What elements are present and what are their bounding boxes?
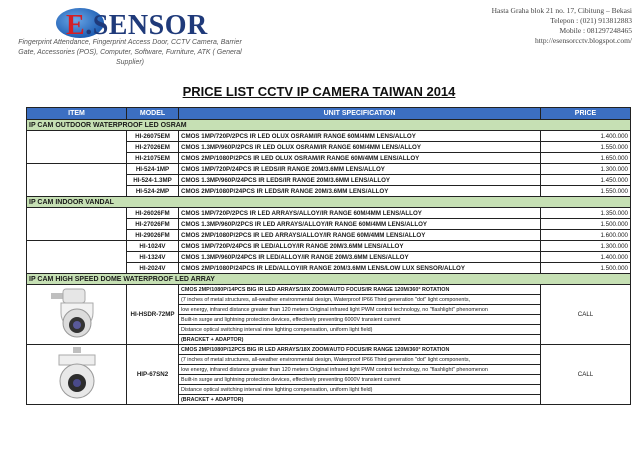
price-cell: 1.450.000 [541,175,631,186]
price-cell: CALL [541,345,631,405]
spec-line: (7 inches of metal structures, all-weather environmental design, Waterproof IP66 Third generation "dot" light components, [179,355,541,365]
table-row [27,345,631,355]
spec-cell: CMOS 1MP/720P/24PCS IR LED/ALLOY/IR RANGE 20M/3.6MM LENS/ALLOY [179,241,541,252]
section-title: IP CAM HIGH SPEED DOME WATERPROOF LED ARRAY [27,274,631,285]
model-cell: HI-27026FM [127,219,179,230]
price-cell: 1.350.000 [541,208,631,219]
contact-phone: Telepon : (021) 913812883 [550,16,632,25]
spec-cell: CMOS 2MP/1080P/2PCS IR LED ARRAYS/ALLOY/IR RANGE 60M/4MM LENS/ALLOY [179,230,541,241]
price-table [26,107,631,405]
column-header-spec: UNIT SPECIFICATION [179,108,541,120]
section-row [27,120,631,131]
section-row [27,197,631,208]
model-cell: HI-1324V [127,252,179,263]
spec-cell: CMOS 1.3MP/960P/24PCS IR LEDS/IR RANGE 20M/3.6MM LENS/ALLOY [179,175,541,186]
spec-line: CMOS 2MP/1080P/14PCS BIG IR LED ARRAYS/18X ZOOM/AUTO FOCUS/IR RANGE 120M/360° ROTATION [179,285,541,295]
model-cell: HIP-67SN2 [127,345,179,405]
column-header-item: ITEM [27,108,127,120]
speed-dome-camera-icon [49,285,105,345]
price-cell: 1.500.000 [541,219,631,230]
item-image-cell [27,208,127,241]
model-cell: HI-27026EM [127,142,179,153]
column-header-price: PRICE [541,108,631,120]
price-cell: 1.300.000 [541,164,631,175]
contact-website-link[interactable]: http://esensorcctv.blogspot.com/ [535,36,632,45]
table-header-row [27,108,631,120]
model-cell: HI-21075EM [127,153,179,164]
esensor-logo [56,8,208,42]
contact-address: Hasta Graha blok 21 no. 17, Cibitung – Bekasi [491,6,632,15]
logo-wordmark: .SENSOR [85,10,208,41]
model-cell: HI-29026FM [127,230,179,241]
price-cell: 1.400.000 [541,131,631,142]
model-cell: HI-2024V [127,263,179,274]
contact-block [372,6,632,46]
table-row [27,241,631,252]
spec-cell: CMOS 1MP/720P/2PCS IR LED OLUX OSRAM/IR RANGE 60M/4MM LENS/ALLOY [179,131,541,142]
item-image-cell [27,164,127,197]
model-cell: HI-26075EM [127,131,179,142]
model-cell: HI-524-1MP [127,164,179,175]
spec-cell: CMOS 2MP/1080P/24PCS IR LED/ALLOY/IR RANGE 20M/3.6MM LENS/LOW LUX SENSOR/ALLOY [179,263,541,274]
column-header-model: MODEL [127,108,179,120]
speed-dome-camera-icon [49,345,105,405]
item-image-cell [27,345,127,405]
price-cell: 1.650.000 [541,153,631,164]
spec-line: (BRACKET + ADAPTOR) [179,335,541,345]
section-title: IP CAM INDOOR VANDAL [27,197,631,208]
price-cell: 1.300.000 [541,241,631,252]
spec-line: Built-in surge and lightning protection devices, effectively preventing 6000V transient current [179,315,541,325]
section-title: IP CAM OUTDOOR WATERPROOF LED OSRAM [27,120,631,131]
spec-line: (BRACKET + ADAPTOR) [179,395,541,405]
item-image-cell [27,131,127,164]
spec-line: low energy, infrared distance greater than 120 meters Original infrared light PWM control technology, no "flashlight" phenomenon [179,365,541,375]
price-cell: 1.500.000 [541,263,631,274]
spec-cell: CMOS 1.3MP/960P/2PCS IR LED OLUX OSRAM/IR RANGE 60M/4MM LENS/ALLOY [179,142,541,153]
spec-line: Distance optical switching interval nine lighting compensation, uniform light field) [179,385,541,395]
price-cell: 1.550.000 [541,142,631,153]
letterhead [0,0,638,78]
spec-cell: CMOS 1MP/720P/24PCS IR LEDS/IR RANGE 20M/3.6MM LENS/ALLOY [179,164,541,175]
table-row [27,131,631,142]
model-cell: HI-1024V [127,241,179,252]
spec-cell: CMOS 2MP/1080P/24PCS IR LEDS/IR RANGE 20M/3.6MM LENS/ALLOY [179,186,541,197]
model-cell: HI-HSDR-72MP [127,285,179,345]
company-tagline: Fingerprint Attendance, Fingerprint Access Door, CCTV Camera, Barrier Gate, Accessories (POS), Computer, Software, Furniture, ATK ( General Supplier) [18,39,242,66]
spec-line: CMOS 2MP/1080P/12PCS BIG IR LED ARRAYS/18X ZOOM/AUTO FOCUS/IR RANGE 120M/360° ROTATION [179,345,541,355]
item-image-cell [27,285,127,345]
spec-line: low energy, infrared distance greater than 120 meters Original infrared light PWM control technology, no "flashlight" phenomenon [179,305,541,315]
table-row [27,164,631,175]
spec-cell: CMOS 1.3MP/960P/2PCS IR LED ARRAYS/ALLOY/IR RANGE 60M/4MM LENS/ALLOY [179,219,541,230]
logo-letter: E [66,10,86,41]
spec-cell: CMOS 1.3MP/960P/24PCS IR LED/ALLOY/IR RANGE 20M/3.6MM LENS/ALLOY [179,252,541,263]
table-row [27,285,631,295]
item-image-cell [27,241,127,274]
spec-cell: CMOS 1MP/720P/2PCS IR LED ARRAYS/ALLOY/IR RANGE 60M/4MM LENS/ALLOY [179,208,541,219]
price-cell: 1.600.000 [541,230,631,241]
table-row [27,208,631,219]
section-row [27,274,631,285]
spec-line: Distance optical switching interval nine lighting compensation, uniform light field) [179,325,541,335]
model-cell: HI-524-2MP [127,186,179,197]
spec-line: (7 inches of metal structures, all-weather environmental design, Waterproof IP66 Third generation "dot" light components, [179,295,541,305]
price-cell: CALL [541,285,631,345]
price-cell: 1.400.000 [541,252,631,263]
page-title: PRICE LIST CCTV IP CAMERA TAIWAN 2014 [182,84,456,99]
price-cell: 1.550.000 [541,186,631,197]
model-cell: HI-26026FM [127,208,179,219]
spec-cell: CMOS 2MP/1080P/2PCS IR LED OLUX OSRAM/IR RANGE 60M/4MM LENS/ALLOY [179,153,541,164]
spec-line: Built-in surge and lightning protection devices, effectively preventing 6000V transient current [179,375,541,385]
model-cell: HI-524-1.3MP [127,175,179,186]
contact-mobile: Mobile : 081297248465 [559,26,632,35]
